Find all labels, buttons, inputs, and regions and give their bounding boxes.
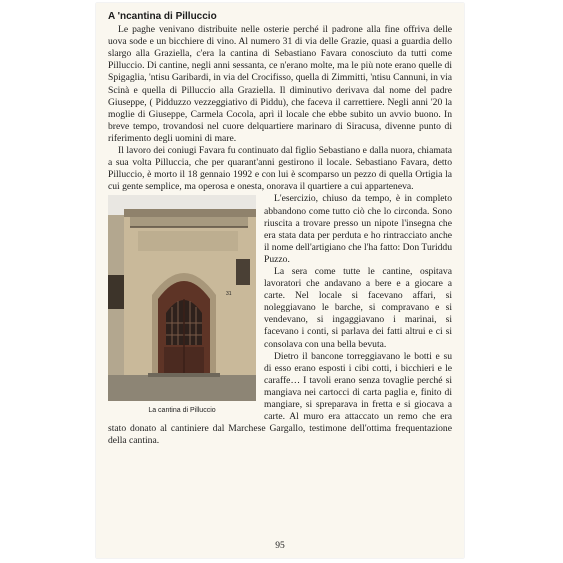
cantina-photo <box>108 195 256 401</box>
section-title: A 'ncantina di Pilluccio <box>108 11 217 22</box>
page-content <box>108 11 452 447</box>
paragraph-2: Il lavoro dei coniugi Favara fu continuato dal figlio Sebastiano e dalla nuora, chiamata a sua volta Pilluccia, che per quarant'anni gestirono il locale. Sebastiano Favara, detto Pilluccio, è morto il 18 gennaio 1992 e con lui è scomparso un pezzo di quella Ortigia la cui gente semplice, ma operosa e onesta, onorava il quartiere a cui apparteneva. <box>108 145 452 193</box>
paragraph-5: Dietro il bancone torreggiavano le botti e su di esso erano esposti i cibi cotti, i bicchieri e le caraffe… I tavoli erano senza tovaglie perché si mangiava nei cartocci di carta paglia e, finito di mangiare, si spreparava in fretta e si giocava a carte. Al muro era attaccato un remo che era stato donato al cantiniere dal Marchese Gargallo, testimone dell'ottima frequentazione della cantina. <box>108 350 452 447</box>
house-number: 31 <box>226 291 232 298</box>
paragraph-1: Le paghe venivano distribuite nelle osterie perché il padrone alla fine offriva delle uova sode e un bicchiere di vino. Al numero 31 di via delle Grazie, quasi a guardia dello slargo alla Graziella, c'era la cantina di Sebastiano Favara conosciuto da tutti come Pilluccio. Di cantine, negli anni sessanta, ce n'erano molte, ma le più note erano quelle di Spigaglia, 'ntisu Garibardi, in via del Crocifisso, quella di Zimmitti, 'ntisu Cannuni, in via Scinà e quella di Pilluccio alla Graziella. Il diminutivo derivava dal nome del padre Giuseppe, ( Pidduzzo vezzeggiativo di Piddu), che faceva il carrettiere. Negli anni '20 la moglie di Giuseppe, Carmela Cocola, aprì il locale che ebbe subito un avvio buono. In breve tempo, trovandosi nel cuore delquartiere marinaro di Siracusa, divenne punto di riferimento degli uomini di mare. <box>108 24 452 144</box>
book-page <box>96 3 464 558</box>
page-number: 95 <box>275 541 285 551</box>
paragraph-4: La sera come tutte le cantine, ospitava lavoratori che andavano a bere e a giocare a carte. Nel locale si facevano affari, si noleggiavano le barche, si compravano e si vendevano, si ingaggiavano i marinai, si facevano i conti, si parlava dei fatti altrui e ci si consolava con una bella bevuta. <box>264 265 452 350</box>
photo-figure <box>108 195 256 417</box>
photo-caption: La cantina di Pilluccio <box>148 407 216 415</box>
paragraph-3: L'esercizio, chiuso da tempo, è in completo abbandono come tutto ciò che lo circonda. Sono riuscita a trovare presso un nipote l'insegna che era stata data per perduta e ho rintracciato anche il nome dell'artigiano che l'ha fatto: Don Turiddu Puzzo. <box>264 193 452 265</box>
cantina-doorway-image <box>108 195 256 401</box>
